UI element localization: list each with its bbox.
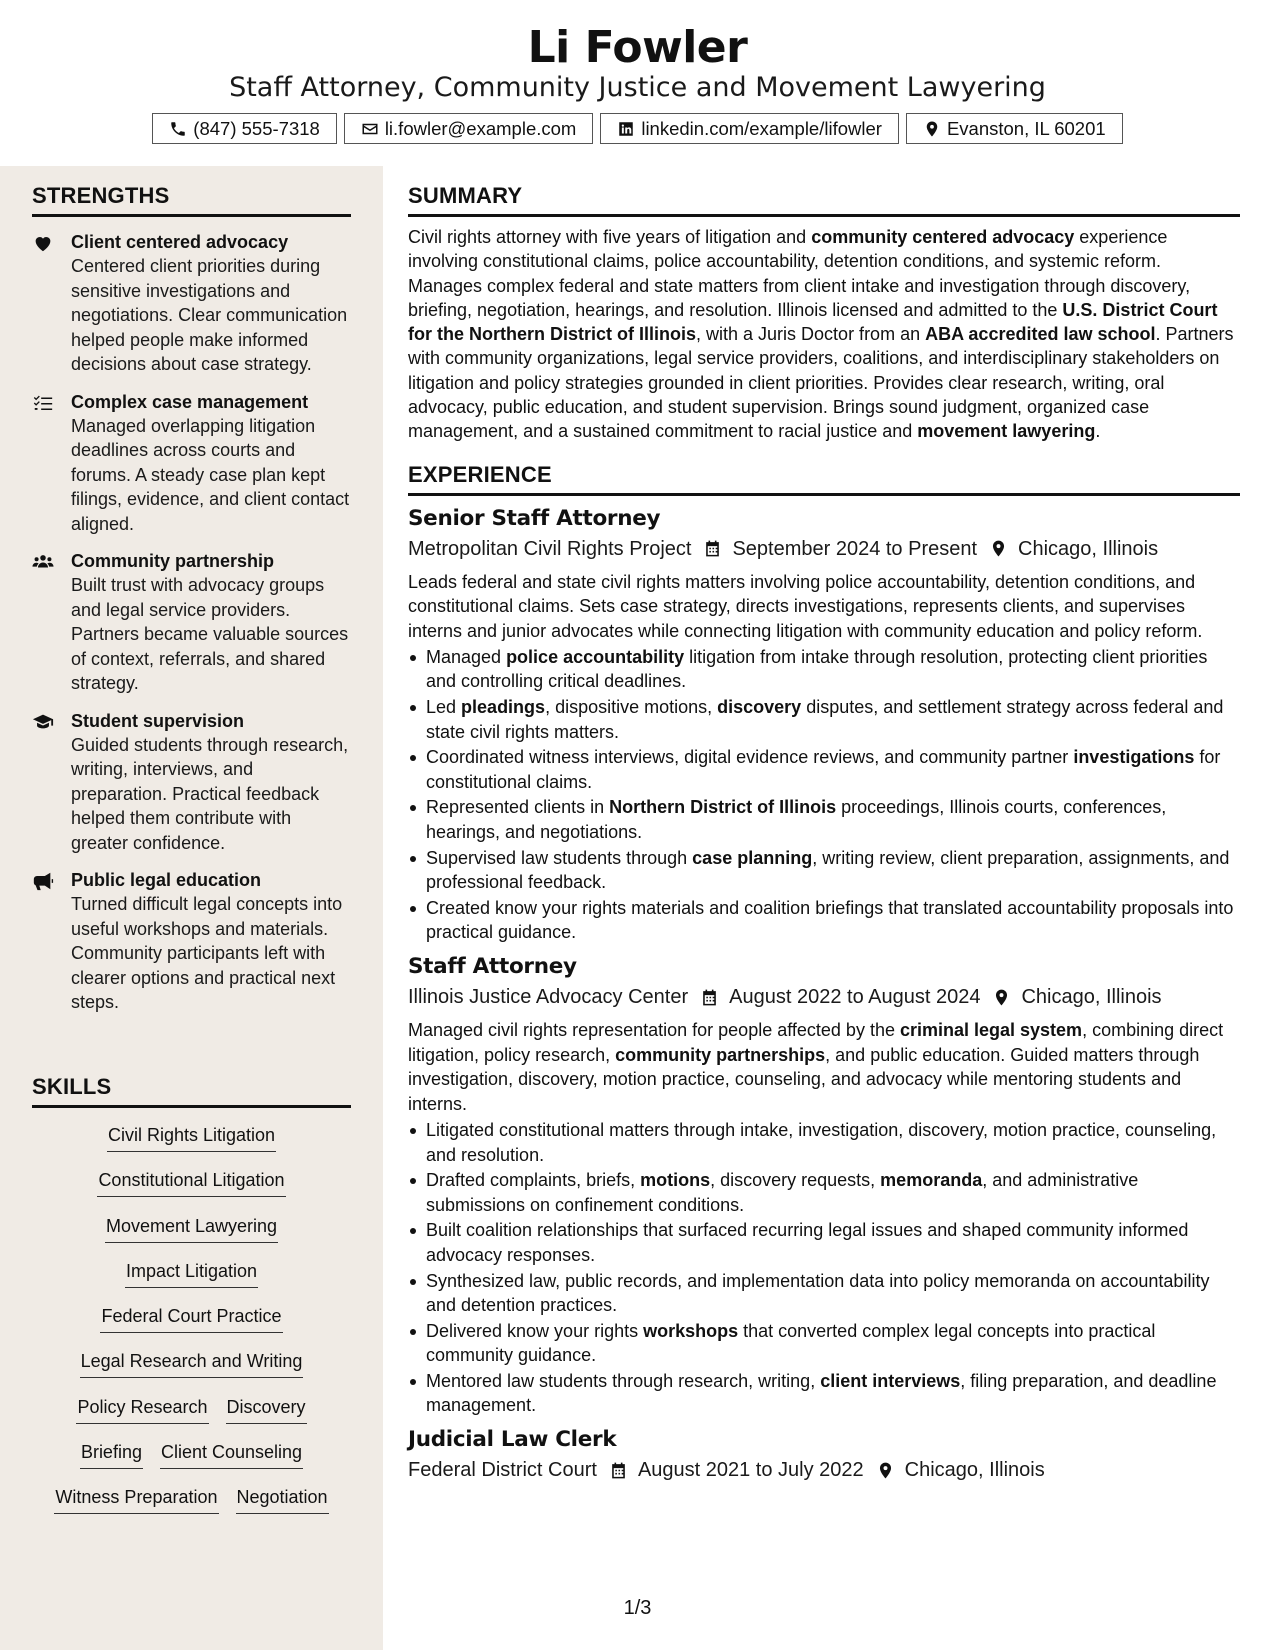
- job-bullet: [408, 1118, 1240, 1167]
- job-organization: Metropolitan Civil Rights Project: [408, 537, 692, 560]
- skill-row: [32, 1394, 351, 1439]
- location-text: Evanston, IL 60201: [946, 117, 1106, 139]
- skill-tag: Policy Research: [76, 1394, 208, 1424]
- bullet-text: , discovery requests,: [710, 1170, 881, 1191]
- job-title: Senior Staff Attorney: [408, 505, 661, 531]
- job-bullet: [408, 896, 1240, 945]
- job-bullet: [408, 795, 1240, 844]
- bullet-text: Litigated constitutional matters through intake, investigation, discovery, motion practice, counseling, and resolution.: [426, 1120, 1217, 1165]
- strength-title: Client centered advocacy: [71, 232, 289, 252]
- bullet-text: disputes, and settlement strategy across federal and state civil rights matters.: [426, 697, 1224, 742]
- bullet-emphasis: workshops: [643, 1320, 739, 1341]
- location-pin-icon: [989, 539, 1008, 558]
- bullet-emphasis: memoranda: [880, 1170, 983, 1191]
- contact-phone[interactable]: [152, 113, 337, 144]
- strength-title: Community partnership: [71, 551, 275, 571]
- bullet-text: Built coalition relationships that surfaced recurring legal issues and shaped community informed advocacy responses.: [426, 1220, 1189, 1265]
- strength-description: Guided students through research, writing, interviews, and preparation. Practical feedback helped them contribute with greater confidence.: [71, 734, 349, 853]
- job-bullets: [408, 1118, 1240, 1417]
- strength-description: Managed overlapping litigation deadlines across courts and forums. A steady case plan kept filings, evidence, and client contact aligned.: [71, 415, 350, 534]
- bullet-emphasis: discovery: [717, 697, 802, 718]
- bullet-text: proceedings, Illinois courts, conferences, hearings, and negotiations.: [426, 797, 1167, 842]
- phone-text: (847) 555-7318: [193, 117, 320, 139]
- skill-tag: Discovery: [226, 1394, 307, 1424]
- job-dates: August 2022 to August 2024: [729, 986, 981, 1009]
- bullet-text: Led: [426, 697, 462, 718]
- strength-item: [32, 230, 351, 377]
- summary-text: [408, 225, 1240, 444]
- job-location: Chicago, Illinois: [1021, 986, 1162, 1009]
- job-bullet: [408, 1369, 1240, 1418]
- contact-bar: [0, 113, 1275, 144]
- skill-row: [32, 1213, 351, 1258]
- job-entry: [408, 952, 1240, 1417]
- skill-tag: Federal Court Practice: [100, 1303, 282, 1333]
- bullet-text: litigation from intake through resolution, protecting client priorities and controlling critical deadlines.: [426, 647, 1208, 692]
- envelope-icon: [361, 120, 379, 138]
- bullet-emphasis: investigations: [1073, 747, 1195, 768]
- job-organization: Illinois Justice Advocacy Center: [408, 986, 689, 1009]
- skill-tag: Civil Rights Litigation: [107, 1122, 276, 1152]
- skill-row: [32, 1439, 351, 1484]
- skills-list: [32, 1122, 351, 1530]
- bullet-emphasis: motions: [640, 1170, 711, 1191]
- job-bullet: [408, 745, 1240, 794]
- job-meta: [408, 1455, 1240, 1485]
- strength-item: [32, 868, 351, 1015]
- strength-item: [32, 390, 351, 537]
- bullet-emphasis: case planning: [692, 847, 813, 868]
- contact-location: [906, 113, 1123, 144]
- job-dates: September 2024 to Present: [732, 537, 978, 560]
- sidebar: [0, 166, 383, 1650]
- bullet-text: Managed: [426, 647, 507, 668]
- strength-description: Centered client priorities during sensitive investigations and negotiations. Clear communication helped people make informed decisions about case strategy.: [71, 256, 348, 374]
- strength-item: [32, 709, 351, 856]
- linkedin-icon: [617, 120, 635, 138]
- strengths-section: [32, 183, 351, 1015]
- summary-text: .: [1095, 421, 1101, 442]
- location-pin-icon: [992, 988, 1011, 1007]
- skill-tag: Legal Research and Writing: [80, 1348, 304, 1378]
- skill-row: [32, 1484, 351, 1529]
- skills-section: [32, 1074, 351, 1530]
- strength-description: Turned difficult legal concepts into useful workshops and materials. Community participants left with clearer options and practical next steps.: [71, 894, 343, 1012]
- bullet-text: , filing preparation, and deadline management.: [426, 1370, 1217, 1415]
- calendar-icon: [700, 988, 719, 1007]
- job-description-text: Leads federal and state civil rights matters involving police accountability, detention conditions, and constitutional claims. Sets case strategy, directs investigations, represents clients, and supervises interns and junior advocates while connecting litigation with community education and policy reform.: [408, 571, 1203, 641]
- job-meta: [408, 534, 1240, 564]
- summary-text: experience involving constitutional claims, police accountability, detention conditions, and systemic reform. Manages complex federal and state matters from client intake and investigation through discovery, briefing, negotiation, hearings, and resolution. Illinois licensed and admitted to the: [408, 227, 1191, 320]
- skill-row: [32, 1348, 351, 1393]
- skill-row: [32, 1167, 351, 1212]
- bullet-text: , writing review, client preparation, assignments, and professional feedback.: [426, 847, 1230, 892]
- bullet-text: Mentored law students through research, writing,: [426, 1370, 821, 1391]
- strength-title: Complex case management: [71, 391, 309, 412]
- bullet-text: Synthesized law, public records, and implementation data into policy memoranda on accountability and detention practices.: [426, 1270, 1210, 1315]
- job-title: Judicial Law Clerk: [408, 1427, 617, 1453]
- bullet-emphasis: police accountability: [506, 647, 685, 668]
- job-entry: [408, 1425, 1240, 1485]
- contact-email[interactable]: [344, 113, 594, 144]
- job-description-text: , and public education. Guided matters through investigation, discovery, motion practice, counseling, and advocacy while mentoring students and interns.: [408, 1044, 1200, 1114]
- page-number: 1/3: [623, 1597, 652, 1619]
- job-bullet: [408, 1218, 1240, 1267]
- job-meta: [408, 982, 1240, 1012]
- job-title: Staff Attorney: [408, 954, 577, 980]
- strength-description: Built trust with advocacy groups and legal service providers. Partners became valuable sources of context, referrals, and shared strategy.: [71, 575, 349, 693]
- users-icon: [32, 551, 54, 573]
- skill-row: [32, 1122, 351, 1167]
- job-bullet: [408, 846, 1240, 895]
- job-organization: Federal District Court: [408, 1459, 597, 1482]
- job-bullet: [408, 1319, 1240, 1368]
- calendar-icon: [703, 539, 722, 558]
- main-content: [408, 166, 1240, 1482]
- email-text: li.fowler@example.com: [384, 117, 577, 139]
- job-entry: [408, 504, 1240, 945]
- summary-emphasis: ABA accredited law school: [925, 324, 1156, 345]
- calendar-icon: [609, 1461, 628, 1480]
- skill-row: [32, 1303, 351, 1348]
- skill-tag: Briefing: [80, 1439, 143, 1469]
- bullet-emphasis: pleadings: [461, 697, 546, 718]
- candidate-name: Li Fowler: [527, 22, 748, 73]
- bullet-text: Coordinated witness interviews, digital evidence reviews, and community partner: [426, 747, 1074, 768]
- skill-row: [32, 1258, 351, 1303]
- megaphone-icon: [32, 870, 54, 892]
- job-location: Chicago, Illinois: [904, 1459, 1045, 1482]
- strength-item: [32, 549, 351, 696]
- bullet-text: , dispositive motions,: [545, 697, 718, 718]
- candidate-headline: Staff Attorney, Community Justice and Movement Lawyering: [229, 72, 1046, 103]
- skill-tag: Constitutional Litigation: [97, 1167, 285, 1197]
- bullet-emphasis: client interviews: [820, 1370, 961, 1391]
- skills-heading: SKILLS: [32, 1074, 351, 1108]
- job-description-text: , combining direct litigation, policy research,: [408, 1020, 1224, 1065]
- experience-heading: EXPERIENCE: [408, 462, 1240, 496]
- bullet-text: Supervised law students through: [426, 847, 693, 868]
- job-description-emphasis: community partnerships: [615, 1044, 826, 1065]
- job-bullet: [408, 695, 1240, 744]
- linkedin-text: linkedin.com/example/lifowler: [641, 117, 882, 139]
- job-description-emphasis: criminal legal system: [899, 1020, 1083, 1041]
- job-bullets: [408, 645, 1240, 944]
- bullet-text: for constitutional claims.: [426, 747, 1221, 792]
- experience-section: [408, 462, 1240, 1486]
- summary-text: Civil rights attorney with five years of litigation and: [408, 227, 812, 247]
- summary-section: [408, 183, 1240, 444]
- bullet-text: Drafted complaints, briefs,: [426, 1170, 641, 1191]
- job-description: [408, 570, 1240, 644]
- phone-icon: [169, 120, 187, 138]
- summary-heading: SUMMARY: [408, 183, 1240, 217]
- skill-tag: Impact Litigation: [125, 1258, 258, 1288]
- job-description-text: Managed civil rights representation for people affected by the: [408, 1020, 900, 1041]
- location-pin-icon: [923, 120, 941, 138]
- graduation-cap-icon: [32, 711, 54, 733]
- job-list: [408, 504, 1240, 1486]
- heart-icon: [32, 232, 54, 254]
- location-pin-icon: [876, 1461, 895, 1480]
- job-dates: August 2021 to July 2022: [637, 1459, 864, 1482]
- job-description: [408, 1018, 1240, 1116]
- summary-text: , with a Juris Doctor from an: [696, 324, 926, 345]
- job-location: Chicago, Illinois: [1018, 537, 1159, 560]
- summary-emphasis: U.S. District Court for the Northern District of Illinois: [408, 299, 1218, 345]
- skill-tag: Client Counseling: [160, 1439, 303, 1469]
- skill-tag: Witness Preparation: [54, 1484, 218, 1514]
- contact-linkedin[interactable]: [600, 113, 899, 144]
- skill-tag: Movement Lawyering: [105, 1213, 278, 1243]
- job-bullet: [408, 645, 1240, 694]
- bullet-text: Represented clients in: [426, 797, 610, 818]
- skill-tag: Negotiation: [236, 1484, 329, 1514]
- summary-emphasis: movement lawyering: [917, 421, 1096, 442]
- job-bullet: [408, 1269, 1240, 1318]
- summary-text: . Partners with community organizations, legal service providers, coalitions, and interdisciplinary stakeholders on litigation and policy strategies grounded in client priorities. Provides clear research, writing, oral advocacy, public education, and student supervision. Brings sound judgment, organized case management, and a sustained commitment to racial justice and: [408, 324, 1234, 442]
- bullet-text: Created know your rights materials and coalition briefings that translated accountability proposals into practical guidance.: [426, 897, 1234, 942]
- checklist-icon: [32, 392, 54, 414]
- strength-title: Public legal education: [71, 870, 262, 890]
- strengths-heading: STRENGTHS: [32, 183, 351, 217]
- summary-emphasis: community centered advocacy: [811, 227, 1075, 247]
- resume-header: [0, 0, 1275, 166]
- bullet-emphasis: Northern District of Illinois: [609, 797, 837, 818]
- strength-title: Student supervision: [71, 710, 245, 731]
- bullet-text: Delivered know your rights: [426, 1320, 644, 1341]
- bullet-text: , and administrative submissions on confinement conditions.: [426, 1170, 1139, 1215]
- bullet-text: that converted complex legal concepts into practical community guidance.: [426, 1320, 1156, 1365]
- job-bullet: [408, 1168, 1240, 1217]
